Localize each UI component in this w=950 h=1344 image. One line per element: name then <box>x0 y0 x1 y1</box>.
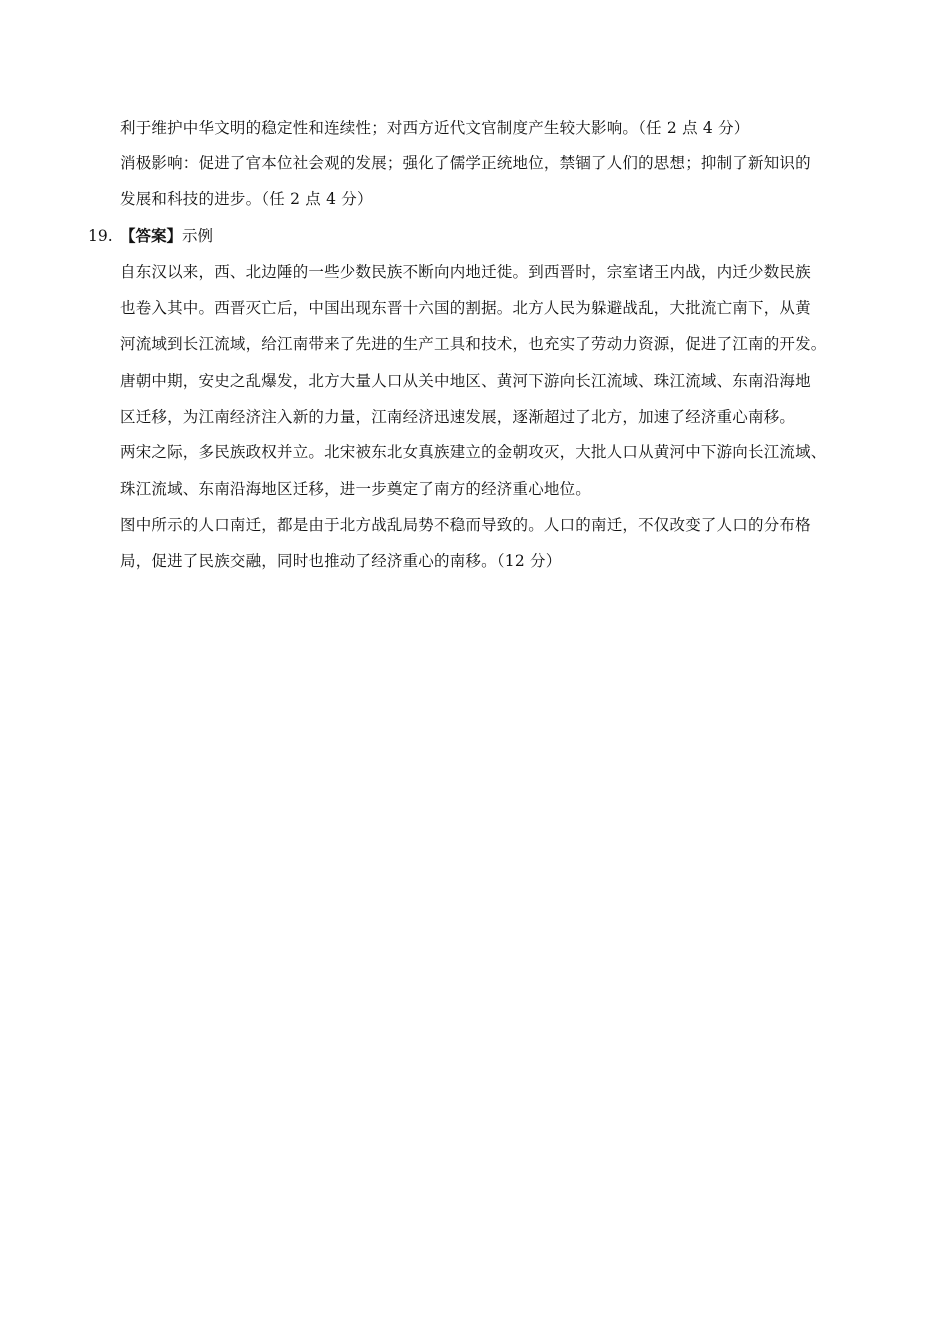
answer-line: 局，促进了民族交融，同时也推动了经济重心的南移。（12 分） <box>120 552 562 570</box>
answer-line: 河流域到长江流域，给江南带来了先进的生产工具和技术，也充实了劳动力资源，促进了江南的开发。 <box>120 335 827 353</box>
prev-answer-line-2: 消极影响：促进了官本位社会观的发展；强化了儒学正统地位，禁锢了人们的思想；抑制了新知识的 <box>120 154 811 172</box>
answer-line: 区迁移，为江南经济注入新的力量，江南经济迅速发展，逐渐超过了北方，加速了经济重心南移。 <box>120 408 796 426</box>
answer-example-label: 示例 <box>182 227 214 245</box>
answer-heading <box>120 226 213 246</box>
answer-line: 两宋之际，多民族政权并立。北宋被东北女真族建立的金朝攻灭，大批人口从黄河中下游向长江流域、 <box>120 443 827 461</box>
prev-answer-line-1: 利于维护中华文明的稳定性和连续性；对西方近代文官制度产生较大影响。（任 2 点 4 分） <box>120 119 750 137</box>
prev-answer-line-3: 发展和科技的进步。（任 2 点 4 分） <box>120 190 373 208</box>
answer-tag: 【答案】 <box>120 226 183 245</box>
answer-line: 也卷入其中。西晋灭亡后，中国出现东晋十六国的割据。北方人民为躲避战乱，大批流亡南下，从黄 <box>120 299 811 317</box>
answer-line: 图中所示的人口南迁，都是由于北方战乱局势不稳而导致的。人口的南迁，不仅改变了人口的分布格 <box>120 516 811 534</box>
answer-line: 自东汉以来，西、北边陲的一些少数民族不断向内地迁徙。到西晋时，宗室诸王内战，内迁少数民族 <box>120 263 811 281</box>
question-number: 19. <box>88 227 113 245</box>
answer-line: 唐朝中期，安史之乱爆发，北方大量人口从关中地区、黄河下游向长江流域、珠江流域、东南沿海地 <box>120 372 811 390</box>
answer-line: 珠江流域、东南沿海地区迁移，进一步奠定了南方的经济重心地位。 <box>120 480 592 498</box>
